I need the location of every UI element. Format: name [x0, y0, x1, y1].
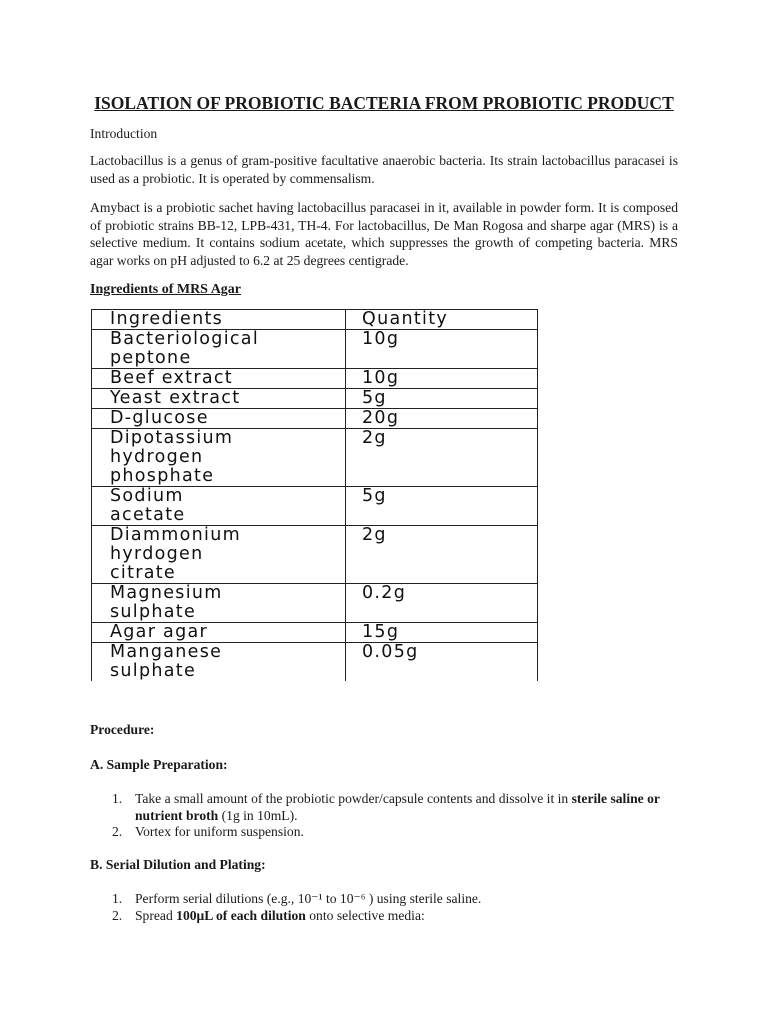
intro-heading: Introduction [90, 126, 158, 141]
step-text: Perform serial dilutions (e.g., 10⁻¹ to 10⁻⁶ ) using sterile saline. [135, 891, 482, 906]
bold-text: sterile saline or nutrient broth [135, 791, 660, 823]
ingredient-line: acetate [110, 505, 186, 525]
table-row [92, 643, 538, 682]
ingredient-line: Dipotassium [110, 428, 234, 448]
header-quantity: Quantity [346, 310, 538, 330]
step-text: Vortex for uniform suspension. [135, 824, 304, 839]
ingredient-line: Diammonium [110, 525, 241, 545]
quantity-cell: 0.05g [346, 643, 538, 682]
table-row [92, 487, 538, 526]
ingredient-line: Sodium [110, 486, 184, 506]
list-item [90, 791, 678, 824]
table-row [92, 369, 538, 389]
quantity-cell: 20g [346, 409, 538, 429]
ingredient-cell [92, 330, 346, 369]
header-ingredients: Ingredients [92, 310, 346, 330]
list-number: 1. [112, 791, 123, 806]
bold-text: 100μL of each dilution [176, 907, 306, 923]
ingredient-cell [92, 389, 346, 409]
quantity-cell: 5g [346, 487, 538, 526]
paragraph-lactobacillus: Lactobacillus is a genus of gram-positive facultative anaerobic bacteria. Its strain lactobacillus paracasei is used as a probiotic. It is operated by commensalism. [90, 153, 678, 186]
ingredient-cell [92, 369, 346, 389]
ingredient-cell [92, 623, 346, 643]
section-b-steps [90, 891, 678, 924]
table-row [92, 429, 538, 487]
ingredient-line: D-glucose [110, 408, 209, 428]
quantity-cell: 10g [346, 369, 538, 389]
section-b-heading: B. Serial Dilution and Plating: [90, 857, 266, 872]
ingredients-heading: Ingredients of MRS Agar [90, 282, 242, 297]
ingredient-line: Manganese [110, 642, 223, 662]
section-a-steps [90, 791, 678, 841]
step-text: onto selective media: [305, 907, 425, 923]
ingredient-line: Bacteriological [110, 329, 259, 349]
ingredient-line: sulphate [110, 602, 197, 622]
ingredient-line: peptone [110, 348, 192, 368]
list-number: 1. [112, 891, 123, 906]
ingredient-line: phosphate [110, 466, 215, 486]
step-text: Take a small amount of the probiotic powder/capsule contents and dissolve it in [135, 791, 572, 806]
ingredient-line: hydrogen [110, 447, 204, 467]
list-number: 2. [112, 907, 123, 923]
quantity-cell: 5g [346, 389, 538, 409]
ingredient-line: citrate [110, 563, 176, 583]
ingredient-cell [92, 409, 346, 429]
section-a-heading: A. Sample Preparation: [90, 757, 228, 772]
list-number: 2. [112, 824, 123, 839]
quantity-cell: 10g [346, 330, 538, 369]
ingredient-line: Agar agar [110, 622, 209, 642]
procedure-heading: Procedure: [90, 722, 155, 737]
table-row [92, 409, 538, 429]
step-text: (1g in 10mL). [218, 807, 298, 823]
list-item [90, 824, 678, 841]
ingredient-line: Magnesium [110, 583, 223, 603]
table-row [92, 584, 538, 623]
step-text: Spread [135, 907, 177, 923]
ingredient-cell [92, 526, 346, 584]
ingredients-table-image [91, 309, 537, 681]
ingredient-line: hyrdogen [110, 544, 204, 564]
list-item [90, 891, 678, 908]
quantity-cell: 0.2g [346, 584, 538, 623]
ingredient-cell [92, 429, 346, 487]
table-row [92, 330, 538, 369]
quantity-cell: 2g [346, 429, 538, 487]
ingredients-table [91, 309, 538, 681]
quantity-cell: 15g [346, 623, 538, 643]
ingredient-cell [92, 584, 346, 623]
table-row [92, 526, 538, 584]
paragraph-amybact: Amybact is a probiotic sachet having lactobacillus paracasei in it, available in powder form. It is composed of probiotic strains BB-12, LPB-431, TH-4. For lactobacillus, De Man Rogosa and sharpe agar (MRS) is a selective medium. It contains sodium acetate, which suppresses the growth of competing bacteria. MRS agar works on pH adjusted to 6.2 at 25 degrees centigrade. [90, 200, 678, 268]
table-row [92, 623, 538, 643]
ingredient-cell [92, 487, 346, 526]
ingredient-cell [92, 643, 346, 682]
ingredient-line: Beef extract [110, 368, 233, 388]
document-title: ISOLATION OF PROBIOTIC BACTERIA FROM PROBIOTIC PRODUCT [94, 93, 674, 113]
table-row [92, 389, 538, 409]
ingredient-line: sulphate [110, 661, 197, 681]
quantity-cell: 2g [346, 526, 538, 584]
ingredient-line: Yeast extract [110, 388, 241, 408]
table-header-row [92, 310, 538, 330]
list-item [90, 908, 678, 925]
